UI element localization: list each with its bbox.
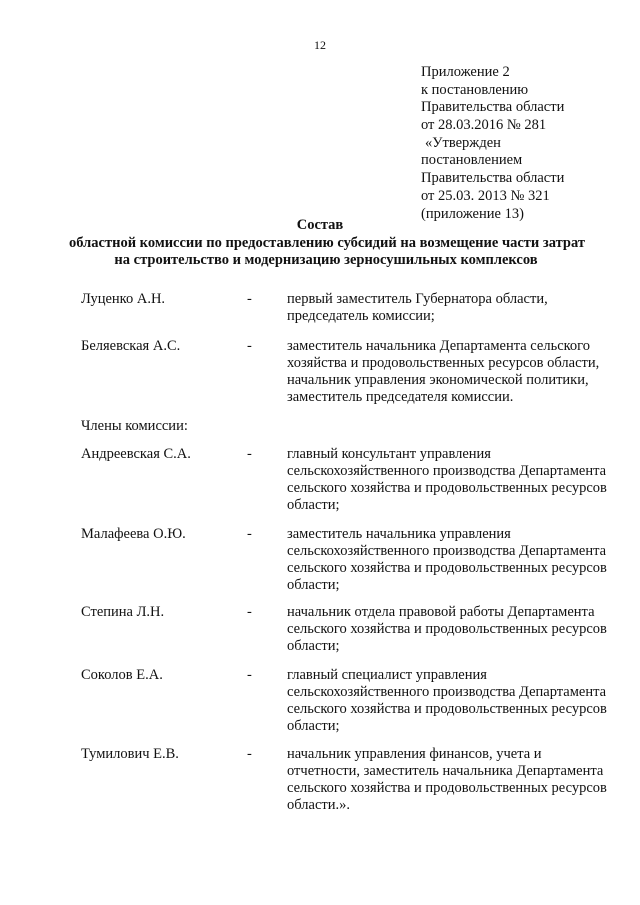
- appendix-line: постановлением: [421, 152, 523, 169]
- appendix-line: от 25.03. 2013 № 321: [421, 187, 550, 204]
- member-role: [287, 604, 632, 655]
- appendix-block: [421, 64, 631, 223]
- role-line: области;: [287, 497, 340, 513]
- title-line-1: областной комиссии по предоставлению субсидий на возмещение части затрат: [69, 234, 585, 251]
- member-name: Беляевская А.С.: [81, 338, 181, 354]
- role-line: заместитель председателя комиссии.: [287, 389, 514, 405]
- members-label: Члены комиссии:: [81, 418, 188, 434]
- member-name: Степина Л.Н.: [81, 604, 165, 620]
- member-name: Соколов Е.А.: [81, 667, 163, 683]
- appendix-line: Приложение 2: [421, 64, 510, 80]
- role-line: области;: [287, 718, 340, 734]
- member-name: Тумилович Е.В.: [81, 746, 179, 762]
- dash-separator: -: [247, 338, 252, 354]
- role-line: сельскохозяйственного производства Департамента: [287, 463, 607, 479]
- dash-separator: -: [247, 746, 252, 762]
- role-line: сельскохозяйственного производства Департамента: [287, 543, 607, 559]
- role-line: отчетности, заместитель начальника Департамента: [287, 763, 604, 779]
- member-role: [287, 526, 632, 594]
- document-title: [0, 217, 640, 270]
- member-role: [287, 667, 632, 735]
- role-line: заместитель начальника управления: [287, 526, 511, 542]
- appendix-line: от 28.03.2016 № 281: [421, 117, 547, 134]
- role-line: сельского хозяйства и продовольственных ресурсов: [287, 621, 607, 637]
- appendix-line: к постановлению: [421, 81, 529, 98]
- member-role: [287, 291, 632, 325]
- appendix-line: (приложение 13): [421, 205, 524, 222]
- dash-separator: -: [247, 526, 252, 542]
- appendix-line: «Утвержден: [425, 134, 501, 151]
- role-line: хозяйства и продовольственных ресурсов области,: [287, 355, 600, 371]
- role-line: начальник отдела правовой работы Департамента: [287, 604, 595, 620]
- role-line: заместитель начальника Департамента сельского: [287, 338, 591, 354]
- member-name: Андреевская С.А.: [81, 446, 191, 462]
- dash-separator: -: [247, 604, 252, 620]
- member-name: Малафеева О.Ю.: [81, 526, 186, 542]
- role-line: начальник управления финансов, учета и: [287, 746, 542, 762]
- member-role: [287, 338, 632, 406]
- dash-separator: -: [247, 446, 252, 462]
- role-line: сельского хозяйства и продовольственных ресурсов: [287, 780, 607, 796]
- role-line: главный консультант управления: [287, 446, 491, 462]
- role-line: сельского хозяйства и продовольственных ресурсов: [287, 480, 607, 496]
- role-line: председатель комиссии;: [287, 308, 435, 324]
- member-role: [287, 746, 632, 814]
- appendix-line: Правительства области: [421, 99, 565, 116]
- role-line: области.».: [287, 797, 350, 813]
- title-line-2: на строительство и модернизацию зерносушильных комплексов: [114, 252, 538, 268]
- role-line: области;: [287, 577, 340, 593]
- role-line: главный специалист управления: [287, 667, 487, 683]
- dash-separator: -: [247, 667, 252, 683]
- member-name: Луценко А.Н.: [81, 291, 166, 307]
- role-line: первый заместитель Губернатора области,: [287, 291, 548, 307]
- role-line: начальник управления экономической политики,: [287, 372, 589, 388]
- role-line: области;: [287, 638, 340, 654]
- member-role: [287, 446, 632, 514]
- page-number: 12: [314, 38, 326, 52]
- role-line: сельского хозяйства и продовольственных ресурсов: [287, 701, 607, 717]
- title-heading: Состав: [296, 217, 344, 233]
- role-line: сельского хозяйства и продовольственных ресурсов: [287, 560, 607, 576]
- dash-separator: -: [247, 291, 252, 307]
- role-line: сельскохозяйственного производства Департамента: [287, 684, 607, 700]
- appendix-line: Правительства области: [421, 170, 565, 187]
